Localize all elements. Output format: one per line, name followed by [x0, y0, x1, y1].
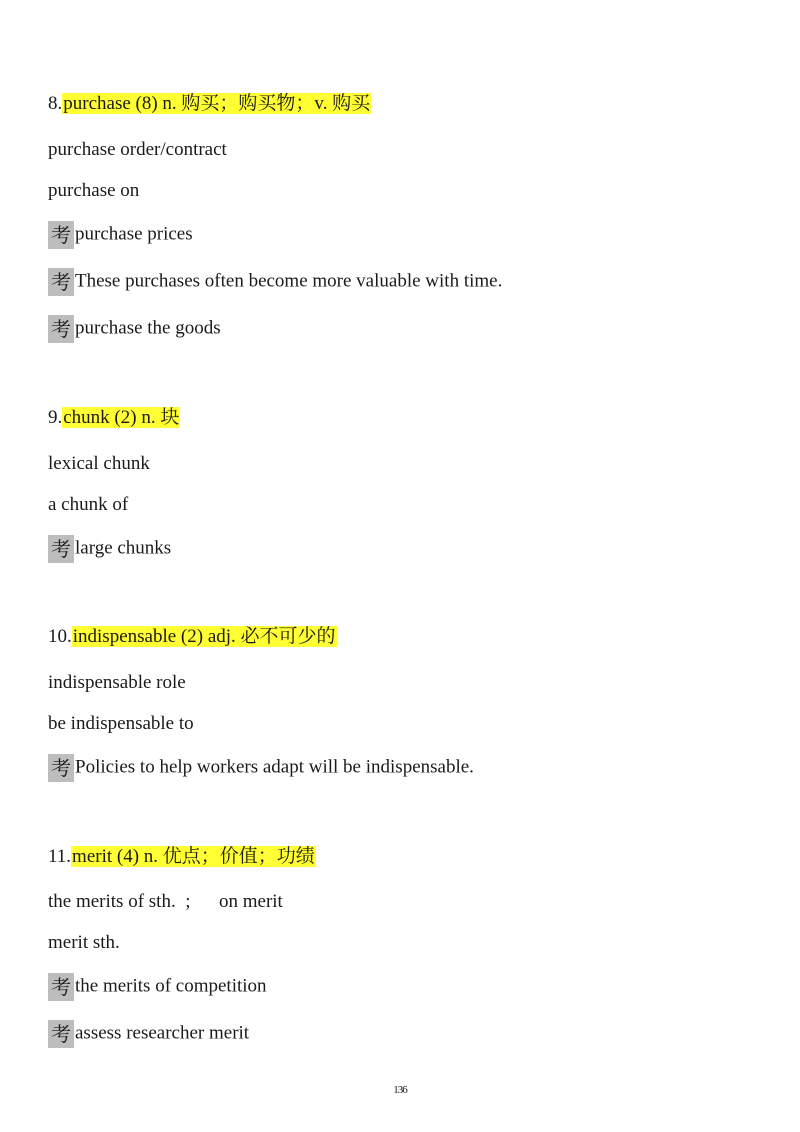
phrase: purchase on	[48, 180, 140, 201]
entry-number: 10.	[48, 626, 72, 647]
entry-heading	[48, 845, 316, 869]
exam-marker-icon: 考	[48, 1020, 74, 1048]
phrase: the merits of sth. ; on merit	[48, 891, 283, 912]
exam-marker-icon: 考	[48, 973, 74, 1001]
exam-marker-icon: 考	[48, 535, 74, 563]
exam-marker-icon: 考	[48, 268, 74, 296]
phrase: indispensable role	[48, 672, 186, 693]
phrase: purchase order/contract	[48, 139, 227, 160]
exam-example-text: These purchases often become more valuable with time.	[75, 270, 503, 292]
entry-heading	[48, 406, 180, 430]
phrase: be indispensable to	[48, 713, 194, 734]
entry-heading	[48, 92, 371, 116]
exam-example	[48, 315, 221, 343]
exam-example	[48, 973, 267, 1001]
exam-example	[48, 268, 502, 296]
entry-number: 8.	[48, 93, 63, 114]
exam-marker-icon: 考	[48, 221, 74, 249]
exam-example-text: purchase the goods	[75, 317, 221, 339]
headword: indispensable (2) adj. 必不可少的	[72, 626, 336, 647]
entry-number: 9.	[48, 407, 63, 428]
exam-example-text: assess researcher merit	[75, 1022, 250, 1044]
exam-example-text: the merits of competition	[75, 975, 267, 997]
headword: purchase (8) n. 购买；购买物；v. 购买	[63, 93, 371, 114]
exam-example	[48, 221, 193, 249]
exam-marker-icon: 考	[48, 754, 74, 782]
exam-example	[48, 754, 474, 782]
exam-example-text: large chunks	[75, 537, 172, 559]
exam-example-text: Policies to help workers adapt will be indispensable.	[75, 756, 474, 778]
exam-example	[48, 535, 171, 563]
phrase: a chunk of	[48, 494, 129, 515]
headword: chunk (2) n. 块	[63, 407, 180, 428]
entry-number: 11.	[48, 846, 72, 867]
entry-heading	[48, 625, 337, 649]
page-number: 136	[393, 1084, 407, 1096]
headword: merit (4) n. 优点；价值；功绩	[72, 846, 315, 867]
phrase: lexical chunk	[48, 453, 150, 474]
exam-marker-icon: 考	[48, 315, 74, 343]
phrase: merit sth.	[48, 932, 120, 953]
exam-example-text: purchase prices	[75, 223, 193, 245]
exam-example	[48, 1020, 249, 1048]
